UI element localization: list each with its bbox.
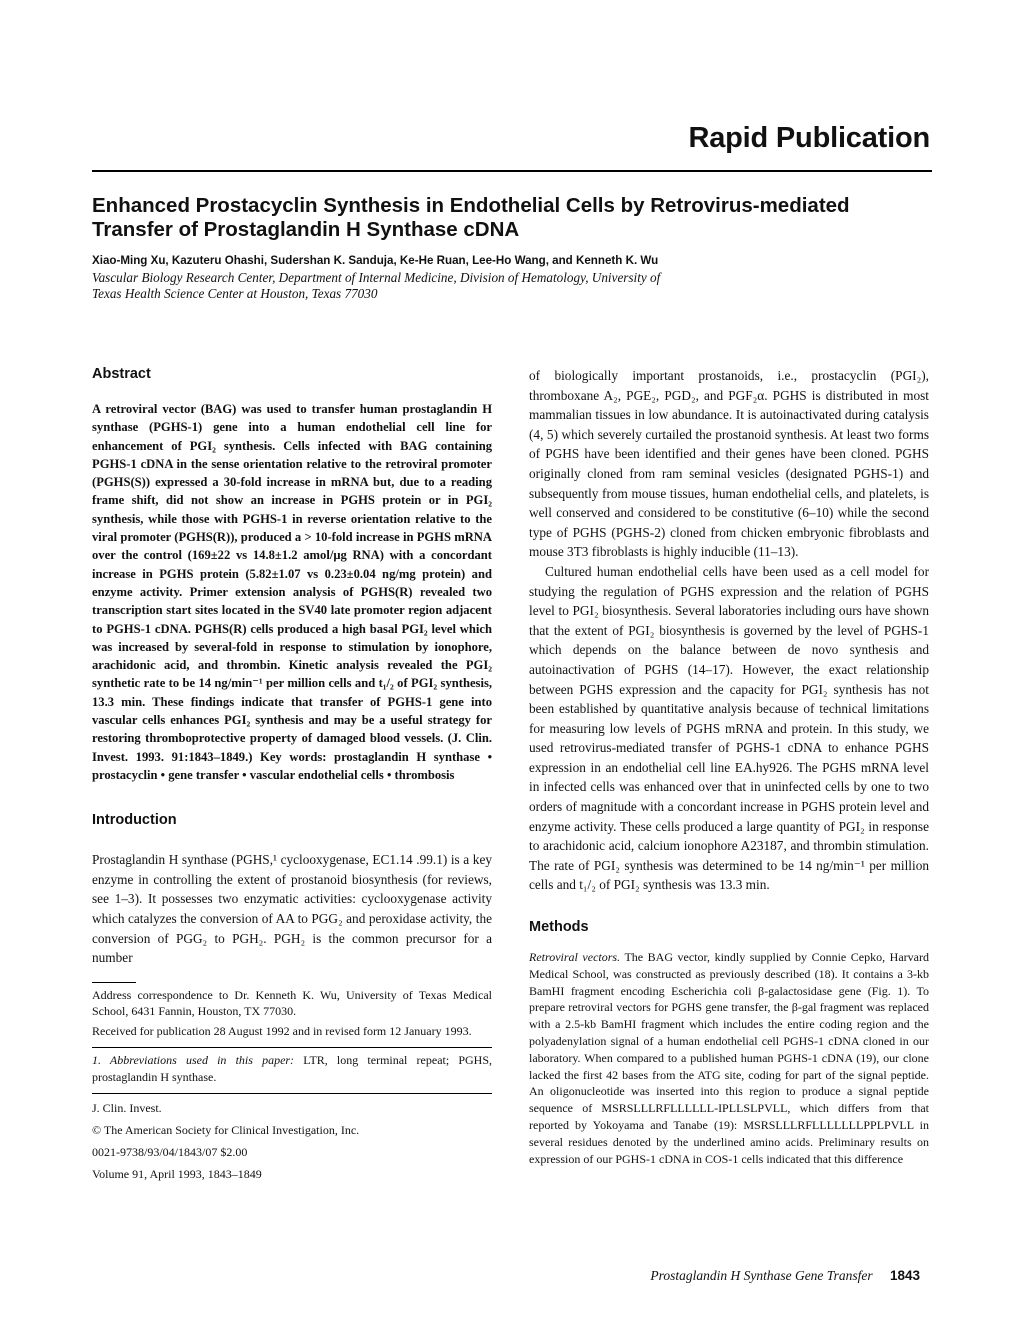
introduction-paragraph-1: Prostaglandin H synthase (PGHS,¹ cyclooxygenase, EC1.14 .99.1) is a key enzyme in controlling the extent of prostanoid biosynthesis (for reviews, see 1–3). It possesses two enzymatic activities: cyclooxygenase activity which catalyzes the conversion of AA to PGG₂ and peroxidase activity, the conversion of PGG₂ to PGH₂. PGH₂ is the common precursor for a number	[92, 852, 492, 966]
page-footer	[650, 1268, 920, 1284]
introduction-heading: Introduction	[92, 812, 177, 829]
article-title: Enhanced Prostacyclin Synthesis in Endothelial Cells by Retrovirus-mediated Transfer of Prostaglandin H Synthase cDNA	[92, 194, 850, 241]
copyright-volume: Volume 91, April 1993, 1843–1849	[92, 1167, 262, 1182]
copyright-code: 0021-9738/93/04/1843/07 $2.00	[92, 1145, 248, 1160]
section-label: Rapid Publication	[688, 122, 930, 154]
methods-run-in: Retroviral vectors.	[529, 950, 621, 965]
introduction-paragraph-2: Cultured human endothelial cells have been used as a cell model for studying the regulation of PGHS expression and the relation of PGHS level to PGI₂ biosynthesis. Several laboratories including ours have shown that the extent of PGI₂ biosynthesis is governed by the level of PGHS-1 which depends on the balance between de novo synthesis and autoinactivation of PGHS (14–17). However, the exact relationship between PGHS expression and the capacity for PGI₂ synthesis has not been established by quantitative analysis because of technical limitations for measuring low levels of PGHS mRNA and protein. In this study, we used retrovirus-mediated transfer of PGHS-1 cDNA to enhance PGHS expression in an endothelial cell line EA.hy926. The PGHS mRNA level in infected cells was enhanced over that in uninfected cells by one to two orders of magnitude with a concordant increase in PGHS protein level and enzyme activity. These cells produced a large quantity of PGI₂ in response to arachidonic acid, calcium ionophore A23187, and thrombin stimulation. The rate of PGI₂ synthesis was determined to be 14 ng/min⁻¹ per million cells and t₁/₂ of PGI₂ synthesis was 13.3 min.	[529, 563, 929, 893]
abstract-heading: Abstract	[92, 366, 151, 382]
author-list: Xiao-Ming Xu, Kazuteru Ohashi, Sudershan K. Sanduja, Ke-He Ruan, Lee-Ho Wang, and Kenneth K. Wu	[92, 254, 659, 267]
top-rule	[92, 170, 932, 172]
footnote-rule-long-2	[92, 1093, 492, 1094]
introduction-paragraph-1-continued: of biologically important prostanoids, i.e., prostacyclin (PGI₂), thromboxane A₂, PGE₂, PGD₂, and PGF₂α. PGHS is distributed in most mammalian tissues in low abundance. It is autoinactivated during catalysis (4, 5) which severely curtailed the prostanoid synthesis. At least two forms of PGHS have been identified and their genes have been cloned. PGHS originally cloned from ram seminal vesicles (designated PGHS-1) and subsequently from mouse tissues, human endothelial cells, and platelets, is well conserved and considered to be constitutive (6–10) while the second type of PGHS (PGHS-2) cloned from chicken embryonic fibroblasts and mouse 3T3 fibroblasts is highly inducible (11–13).	[529, 368, 929, 560]
abbreviations-note	[92, 1052, 492, 1084]
copyright-society: © The American Society for Clinical Investigation, Inc.	[92, 1123, 360, 1138]
right-column	[529, 366, 929, 1179]
page-number: 1843	[889, 1268, 920, 1283]
received-note: Received for publication 28 August 1992 and in revised form 12 January 1993.	[92, 1024, 472, 1039]
affiliation: Vascular Biology Research Center, Department of Internal Medicine, Division of Hematology, University of Texas Health Science Center at Houston, Texas 77030	[92, 270, 661, 301]
methods-paragraph	[529, 949, 929, 1167]
left-column	[92, 366, 492, 1183]
abstract-text: A retroviral vector (BAG) was used to transfer human prostaglandin H synthase (PGHS-1) gene into a human endothelial cell line for enhancement of PGI₂ synthesis. Cells infected with BAG containing PGHS-1 cDNA in the sense orientation relative to the retroviral promoter (PGHS(S)) expressed a 30-fold increase in mRNA but, due to a reading frame shift, did not show an increase in PGHS protein or in PGI₂ synthesis, while those with PGHS-1 in reverse orientation relative to the viral promoter (PGHS(R)), produced a > 10-fold increase in PGHS mRNA over the control (169±22 vs 14.8±1.2 amol/μg RNA) with a concordant increase in PGHS protein (5.82±1.07 vs 0.23±0.04 ng/mg protein) and enzyme activity. Primer extension analysis of PGHS(R) revealed two transcription start sites located in the SV40 late promoter region adjacent to PGHS-1 cDNA. PGHS(R) cells produced a high basal PGI₂ level which was increased by several-fold in response to stimulation by ionophore, arachidonic acid, and thrombin. Kinetic analysis revealed the PGI₂ synthetic rate to be 14 ng/min⁻¹ per million cells and t₁/₂ of PGI₂ synthesis, 13.3 min. These findings indicate that transfer of PGHS-1 gene into vascular cells enhances PGI₂ synthesis and may be a useful strategy for restoring thromboprotective property of damaged blood vessels. (J. Clin. Invest. 1993. 91:1843–1849.) Key words: prostaglandin H synthase • prostacyclin • gene transfer • vascular endothelial cells • thrombosis	[92, 402, 492, 782]
footnote-rule-long	[92, 1047, 492, 1048]
abbreviations-text: LTR, long terminal repeat; PGHS, prostaglandin H synthase.	[92, 1053, 493, 1084]
abbreviations-label: 1. Abbreviations used in this paper:	[92, 1053, 295, 1068]
footnote-rule-short	[92, 982, 136, 983]
running-title: Prostaglandin H Synthase Gene Transfer	[650, 1268, 873, 1283]
methods-text: The BAG vector, kindly supplied by Connie Cepko, Harvard Medical School, was constructed as previously described (18). It contains a 3-kb BamHI fragment encoding Escherichia coli β-galactosidase gene (Fig. 1). To prepare retroviral vectors for PGHS gene transfer, the β-gal fragment was replaced with a 2.5-kb BamHI fragment which includes the entire coding region and the polyadenylation signal of a human endothelial cell PGHS-1 cDNA cloned in our laboratory. When compared to a published human PGHS-1 cDNA (19), our clone lacked the first 42 bases from the ATG site, coding for part of the signal peptide. An oligonucleotide was inserted into this region to produce a signal peptide sequence of MSRSLLLRFLLLLLL-IPLLSLPVLL, which differs from that reported by Yokoyama and Tanabe (19): MSRSLLLRFLLLLLLLPPLPVLL in several residues denoted by the underlined amino acids. Preliminary results on expression of our PGHS-1 cDNA in COS-1 cells indicated that this difference	[529, 950, 929, 1166]
correspondence-note: Address correspondence to Dr. Kenneth K. Wu, University of Texas Medical School, 6431 Fannin, Houston, TX 77030.	[92, 987, 492, 1018]
methods-heading: Methods	[529, 919, 589, 936]
copyright-journal: J. Clin. Invest.	[92, 1100, 162, 1115]
